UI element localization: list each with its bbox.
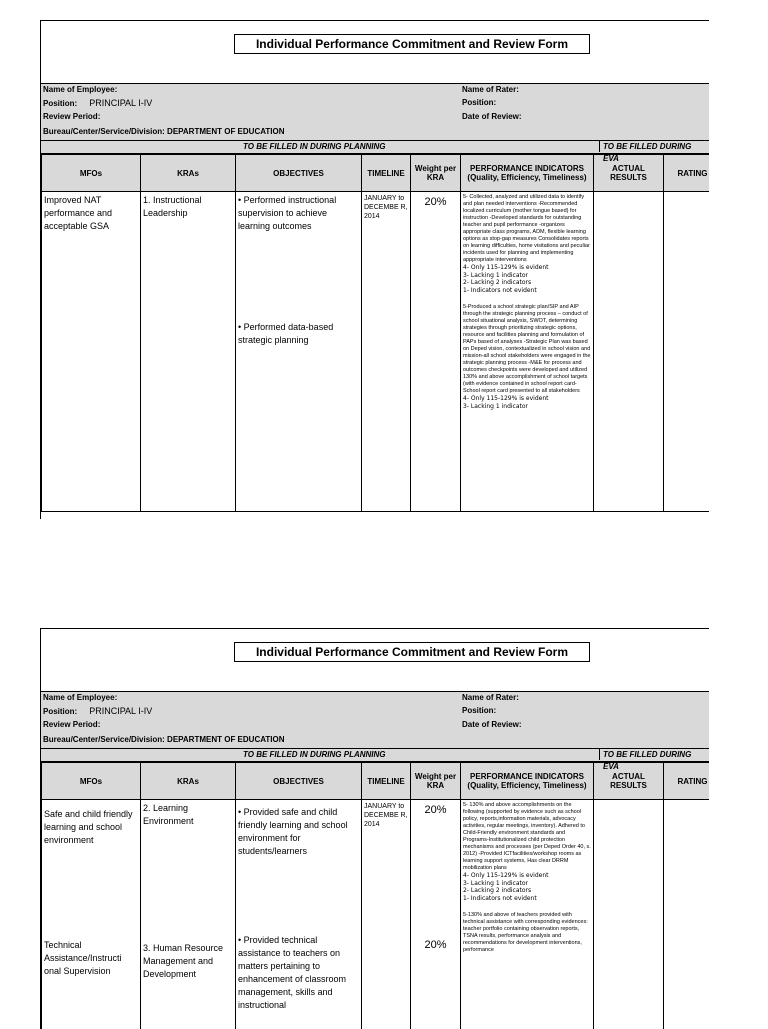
kra-1: 2. Learning Environment	[143, 802, 233, 828]
mfo-2: Technical Assistance/Instructi onal Supervision	[44, 939, 138, 978]
employee-info	[41, 84, 709, 141]
weight-2: 20%	[413, 939, 458, 952]
header-objectives: OBJECTIVES	[236, 155, 362, 192]
position-label: Position:	[43, 99, 77, 108]
objectives-cell	[236, 800, 362, 1029]
actual-results-cell	[594, 192, 664, 512]
header-rating: RATING	[664, 763, 710, 800]
indicator-text-2: 5-130% and above of teachers provided with technical assistance with corresponding evidences: teacher portfolio containing observation reports, TSNA results, performance analysis and recommendations for development interventions, performance	[463, 912, 591, 954]
header-timeline: TIMELINE	[362, 155, 411, 192]
indicator-text-1: 5- Collected, analyzed and utilized data to identify and plan needed interventions -Recommended localized curriculum (mother tongue based) for instruction -Developed standards for outstanding teacher and pupil performance -organizes appropriate class programs, ADM, flexible learning options as stop-gap measures Consolidates reports on learning difficulties, home visitations and peculiar incidents used for planning and implementing apppropriate interventions	[463, 194, 591, 264]
rating-cell	[664, 800, 710, 1029]
objectives-cell	[236, 192, 362, 512]
employee-info	[41, 692, 709, 749]
objective-2: • Performed data-based strategic planning	[238, 321, 359, 347]
date-label: Date of Review:	[462, 720, 522, 729]
header-indicators: PERFORMANCE INDICATORS (Quality, Efficiency, Timeliness)	[461, 763, 594, 800]
evaluation-label: TO BE FILLED DURING EVA	[599, 749, 709, 760]
review-period-label: Review Period:	[43, 112, 100, 121]
header-weight: Weight per KRA	[411, 763, 461, 800]
indicator-level-2: 2- Lacking 2 indicators	[463, 279, 591, 287]
header-objectives: OBJECTIVES	[236, 763, 362, 800]
weight-1: 20%	[413, 804, 458, 817]
mfo-cell	[42, 800, 141, 1029]
employee-label: Name of Employee:	[43, 693, 117, 702]
commitment-table	[41, 154, 709, 512]
indicator-level-3: 3- Lacking 1 indicator	[463, 880, 591, 888]
indicator-level-2: 2- Lacking 2 indicators	[463, 887, 591, 895]
indicator-2-level-3: 3- Lacking 1 indicator	[463, 403, 591, 411]
planning-label: TO BE FILLED IN DURING PLANNING	[243, 142, 386, 151]
indicators-cell	[461, 800, 594, 1029]
indicator-level-4: 4- Only 115-129% is evident	[463, 872, 591, 880]
date-label: Date of Review:	[462, 112, 522, 121]
indicator-level-1: 1- Indicators not evident	[463, 287, 591, 295]
planning-label: TO BE FILLED IN DURING PLANNING	[243, 750, 386, 759]
employee-label: Name of Employee:	[43, 85, 117, 94]
header-rating: RATING	[664, 155, 710, 192]
rater-label: Name of Rater:	[462, 693, 519, 702]
header-kras: KRAs	[141, 155, 236, 192]
header-mfos: MFOs	[42, 763, 141, 800]
objective-1: • Performed instructional supervision to achieve learning outcomes	[238, 194, 359, 233]
weight-cell: 20%	[411, 192, 461, 512]
review-period-label: Review Period:	[43, 720, 100, 729]
objective-1: • Provided safe and child friendly learning and school environment for students/learners	[238, 806, 359, 858]
position-label: Position:	[43, 707, 77, 716]
indicator-level-1: 1- Indicators not evident	[463, 895, 591, 903]
indicator-level-3: 3- Lacking 1 indicator	[463, 272, 591, 280]
weight-cell	[411, 800, 461, 1029]
timeline-cell: JANUARY to DECEMBE R, 2014	[362, 192, 411, 512]
indicator-text-1: 5- 130% and above accomplishments on the following (supported by evidence such as school policy, reports,information materials, advocacy activities, regular meetings, inventory). Adhered to Child-Friendly environment standards and Programs-Institutionalized child protection mechanisms and processes (per Deped Order 40, s. 2012) -Provided ICTfacilities/workshop rooms as learning support systems, Has clear DRRM mobilization plans	[463, 802, 591, 872]
kra-cell: 1. Instructional Leadership	[141, 192, 236, 512]
header-weight: Weight per KRA	[411, 155, 461, 192]
rating-cell	[664, 192, 710, 512]
bureau-label: Bureau/Center/Service/Division: DEPARTMENT OF EDUCATION	[43, 735, 285, 744]
indicator-text-2: 5-Produced a school strategic plan/SIP and AIP through the strategic planning process – conduct of school situational analysis, SWOT, determining strategies through prioritizing strategic options, resource and facilities planning and formulation of PAPs based of analyses -Strategic Plan was based on Deped vision, contextualized in school vision and mission-all school stakeholders were engaged in the strategic planning process -M&E for process and outcomes checkpoints were developed and utilized 130% and above accomplishment of school targets (with evidence contained in school report card-School report card presented to all stakeholders	[463, 304, 591, 395]
actual-results-cell	[594, 800, 664, 1029]
header-mfos: MFOs	[42, 155, 141, 192]
header-timeline: TIMELINE	[362, 763, 411, 800]
header-indicators: PERFORMANCE INDICATORS (Quality, Efficiency, Timeliness)	[461, 155, 594, 192]
indicator-level-4: 4- Only 115-129% is evident	[463, 264, 591, 272]
fill-row	[41, 141, 709, 154]
form-page-2	[40, 628, 709, 1029]
position-value: PRINCIPAL I-IV	[89, 98, 152, 108]
form-title: Individual Performance Commitment and Review Form	[234, 34, 590, 54]
commitment-table	[41, 762, 709, 1029]
rater-label: Name of Rater:	[462, 85, 519, 94]
kra-cell	[141, 800, 236, 1029]
indicator-2-level-4: 4- Only 115-129% is evident	[463, 395, 591, 403]
indicators-cell	[461, 192, 594, 512]
kra-2: 3. Human Resource Management and Development	[143, 942, 233, 981]
timeline-cell: JANUARY to DECEMBE R, 2014	[362, 800, 411, 1029]
rater-position-label: Position:	[462, 706, 496, 715]
header-actual: ACTUAL RESULTS	[594, 155, 664, 192]
mfo-cell: Improved NAT performance and acceptable GSA	[42, 192, 141, 512]
evaluation-label: TO BE FILLED DURING EVA	[599, 141, 709, 152]
header-kras: KRAs	[141, 763, 236, 800]
bureau-label: Bureau/Center/Service/Division: DEPARTMENT OF EDUCATION	[43, 127, 285, 136]
header-actual: ACTUAL RESULTS	[594, 763, 664, 800]
form-page-1	[40, 20, 709, 519]
objective-2: • Provided technical assistance to teachers on matters pertaining to enhancement of classroom management, skills and instructional	[238, 934, 359, 1012]
rater-position-label: Position:	[462, 98, 496, 107]
position-value: PRINCIPAL I-IV	[89, 706, 152, 716]
mfo-1: Safe and child friendly learning and school environment	[44, 808, 138, 847]
form-title: Individual Performance Commitment and Review Form	[234, 642, 590, 662]
fill-row	[41, 749, 709, 762]
